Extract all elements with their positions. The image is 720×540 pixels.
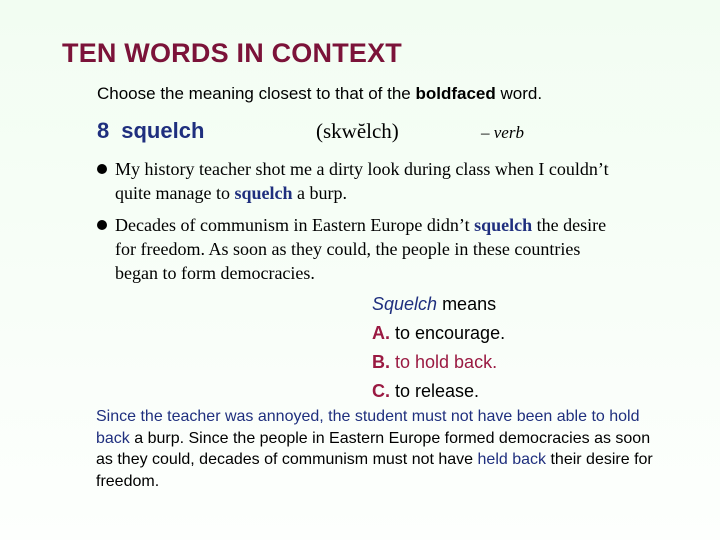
option-letter: A. [372,323,390,343]
context-sentence [97,157,617,205]
option-letter: B. [372,352,390,372]
instruction-text-before: Choose the meaning closest to that of the [97,84,416,103]
option-letter: C. [372,381,390,401]
answer-choices [372,290,505,406]
meaning-word: Squelch [372,294,438,314]
entry-number: 8 [97,118,110,143]
pronunciation: (skwĕlch) [316,119,399,143]
meaning-heading [372,290,505,319]
entry-word: squelch [121,118,205,143]
option-text: to encourage. [395,323,506,343]
vocab-entry [97,118,204,144]
sentence-keyword: squelch [474,215,533,235]
instructions [97,84,542,104]
bullet-icon [97,164,107,174]
explanation-text: a burp. Since the people in Eastern Europe formed democracies as soon as they could, decades of communism must not have [96,429,651,468]
meaning-label: means [437,294,497,314]
option-text: to release. [395,381,480,401]
answer-option-c[interactable] [372,377,505,406]
explanation [96,406,666,492]
sentence-text: the desire for freedom. As soon as they could, the people in these countries began to form democracies. [115,215,607,283]
sentence-text: a burp. [292,183,347,203]
sentence-text: Decades of communism in Eastern Europe didn’t [115,215,475,235]
part-of-speech: – verb [481,123,524,142]
answer-option-b[interactable] [372,348,505,377]
answer-option-a[interactable] [372,319,505,348]
explanation-text: Since the teacher was annoyed, the student must not have been able to hold back [96,408,640,447]
explanation-text: their desire for freedom. [96,451,653,490]
option-text: to hold back. [395,352,498,372]
bullet-icon [97,220,107,230]
instruction-text-after: word. [495,84,543,103]
page-title: TEN WORDS IN CONTEXT [62,38,402,68]
explanation-highlight: held back [477,451,547,468]
context-sentence [97,213,617,285]
instruction-bold-word: boldfaced [415,84,496,103]
sentence-keyword: squelch [234,183,293,203]
sentence-text: My history teacher shot me a dirty look during class when I couldn’t quite manage to [115,159,609,203]
